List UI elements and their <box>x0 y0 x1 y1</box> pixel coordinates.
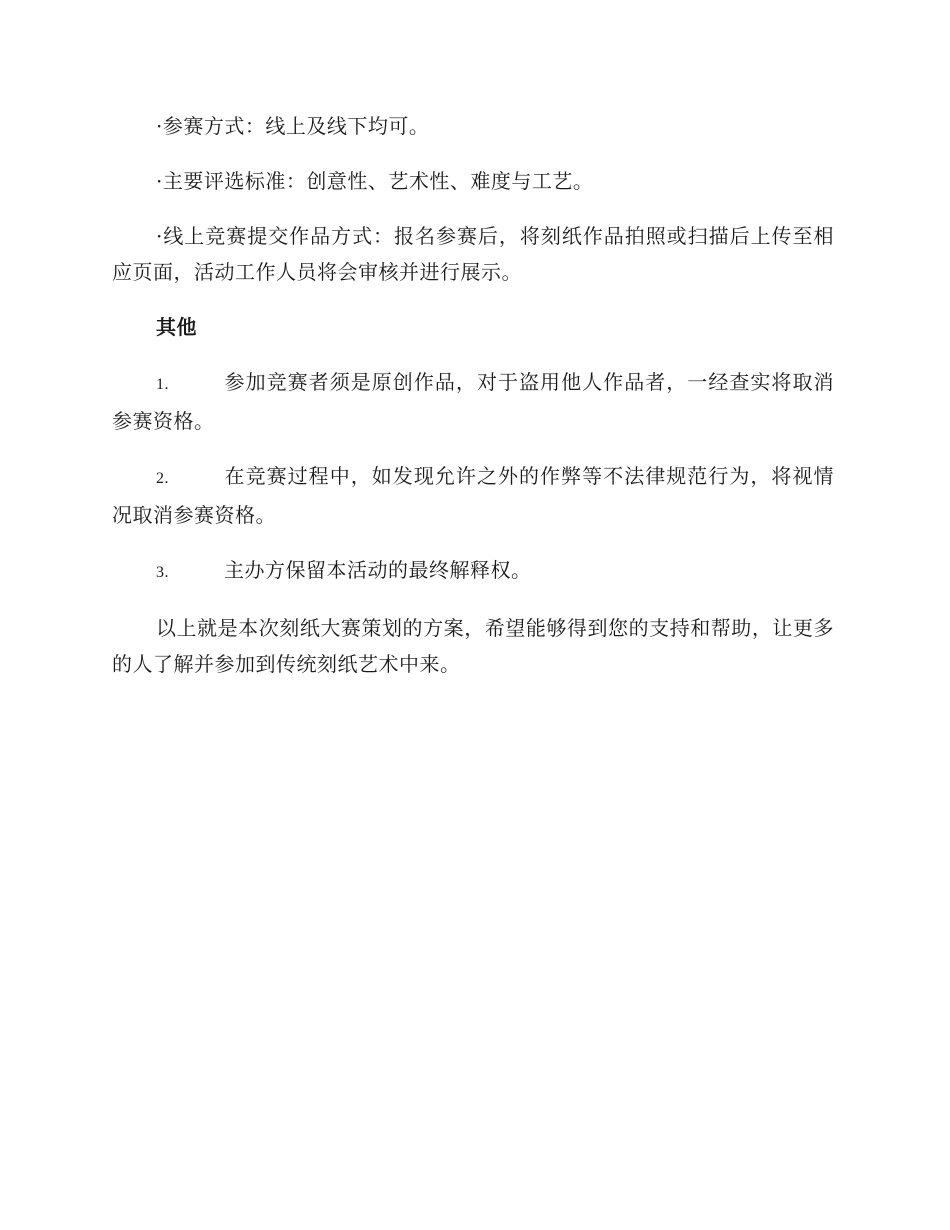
document-body <box>112 108 834 701</box>
item-number: 2. <box>156 470 169 487</box>
section-heading-other: 其他 <box>156 315 197 339</box>
numbered-item-3 <box>112 552 834 591</box>
item-number: 1. <box>156 376 169 393</box>
closing-paragraph: 以上就是本次刻纸大赛策划的方案，希望能够得到您的支持和帮助，让更多的人了解并参加到传统刻纸艺术中来。 <box>112 616 834 676</box>
item-number: 3. <box>156 564 169 581</box>
bullet-participation-method: ·参赛方式：线上及线下均可。 <box>156 114 430 138</box>
numbered-item-2 <box>112 458 834 533</box>
bullet-online-submission: ·线上竞赛提交作品方式：报名参赛后，将刻纸作品拍照或扫描后上传至相应页面，活动工作人员将会审核并进行展示。 <box>112 224 834 284</box>
item-text: 在竞赛过程中，如发现允许之外的作弊等不法律规范行为，将视情况取消参赛资格。 <box>112 464 834 527</box>
item-text: 参加竞赛者须是原创作品，对于盗用他人作品者，一经查实将取消参赛资格。 <box>112 370 834 433</box>
bullet-judging-criteria: ·主要评选标准：创意性、艺术性、难度与工艺。 <box>156 169 594 193</box>
item-text: 主办方保留本活动的最终解释权。 <box>224 558 532 582</box>
numbered-item-1 <box>112 364 834 439</box>
